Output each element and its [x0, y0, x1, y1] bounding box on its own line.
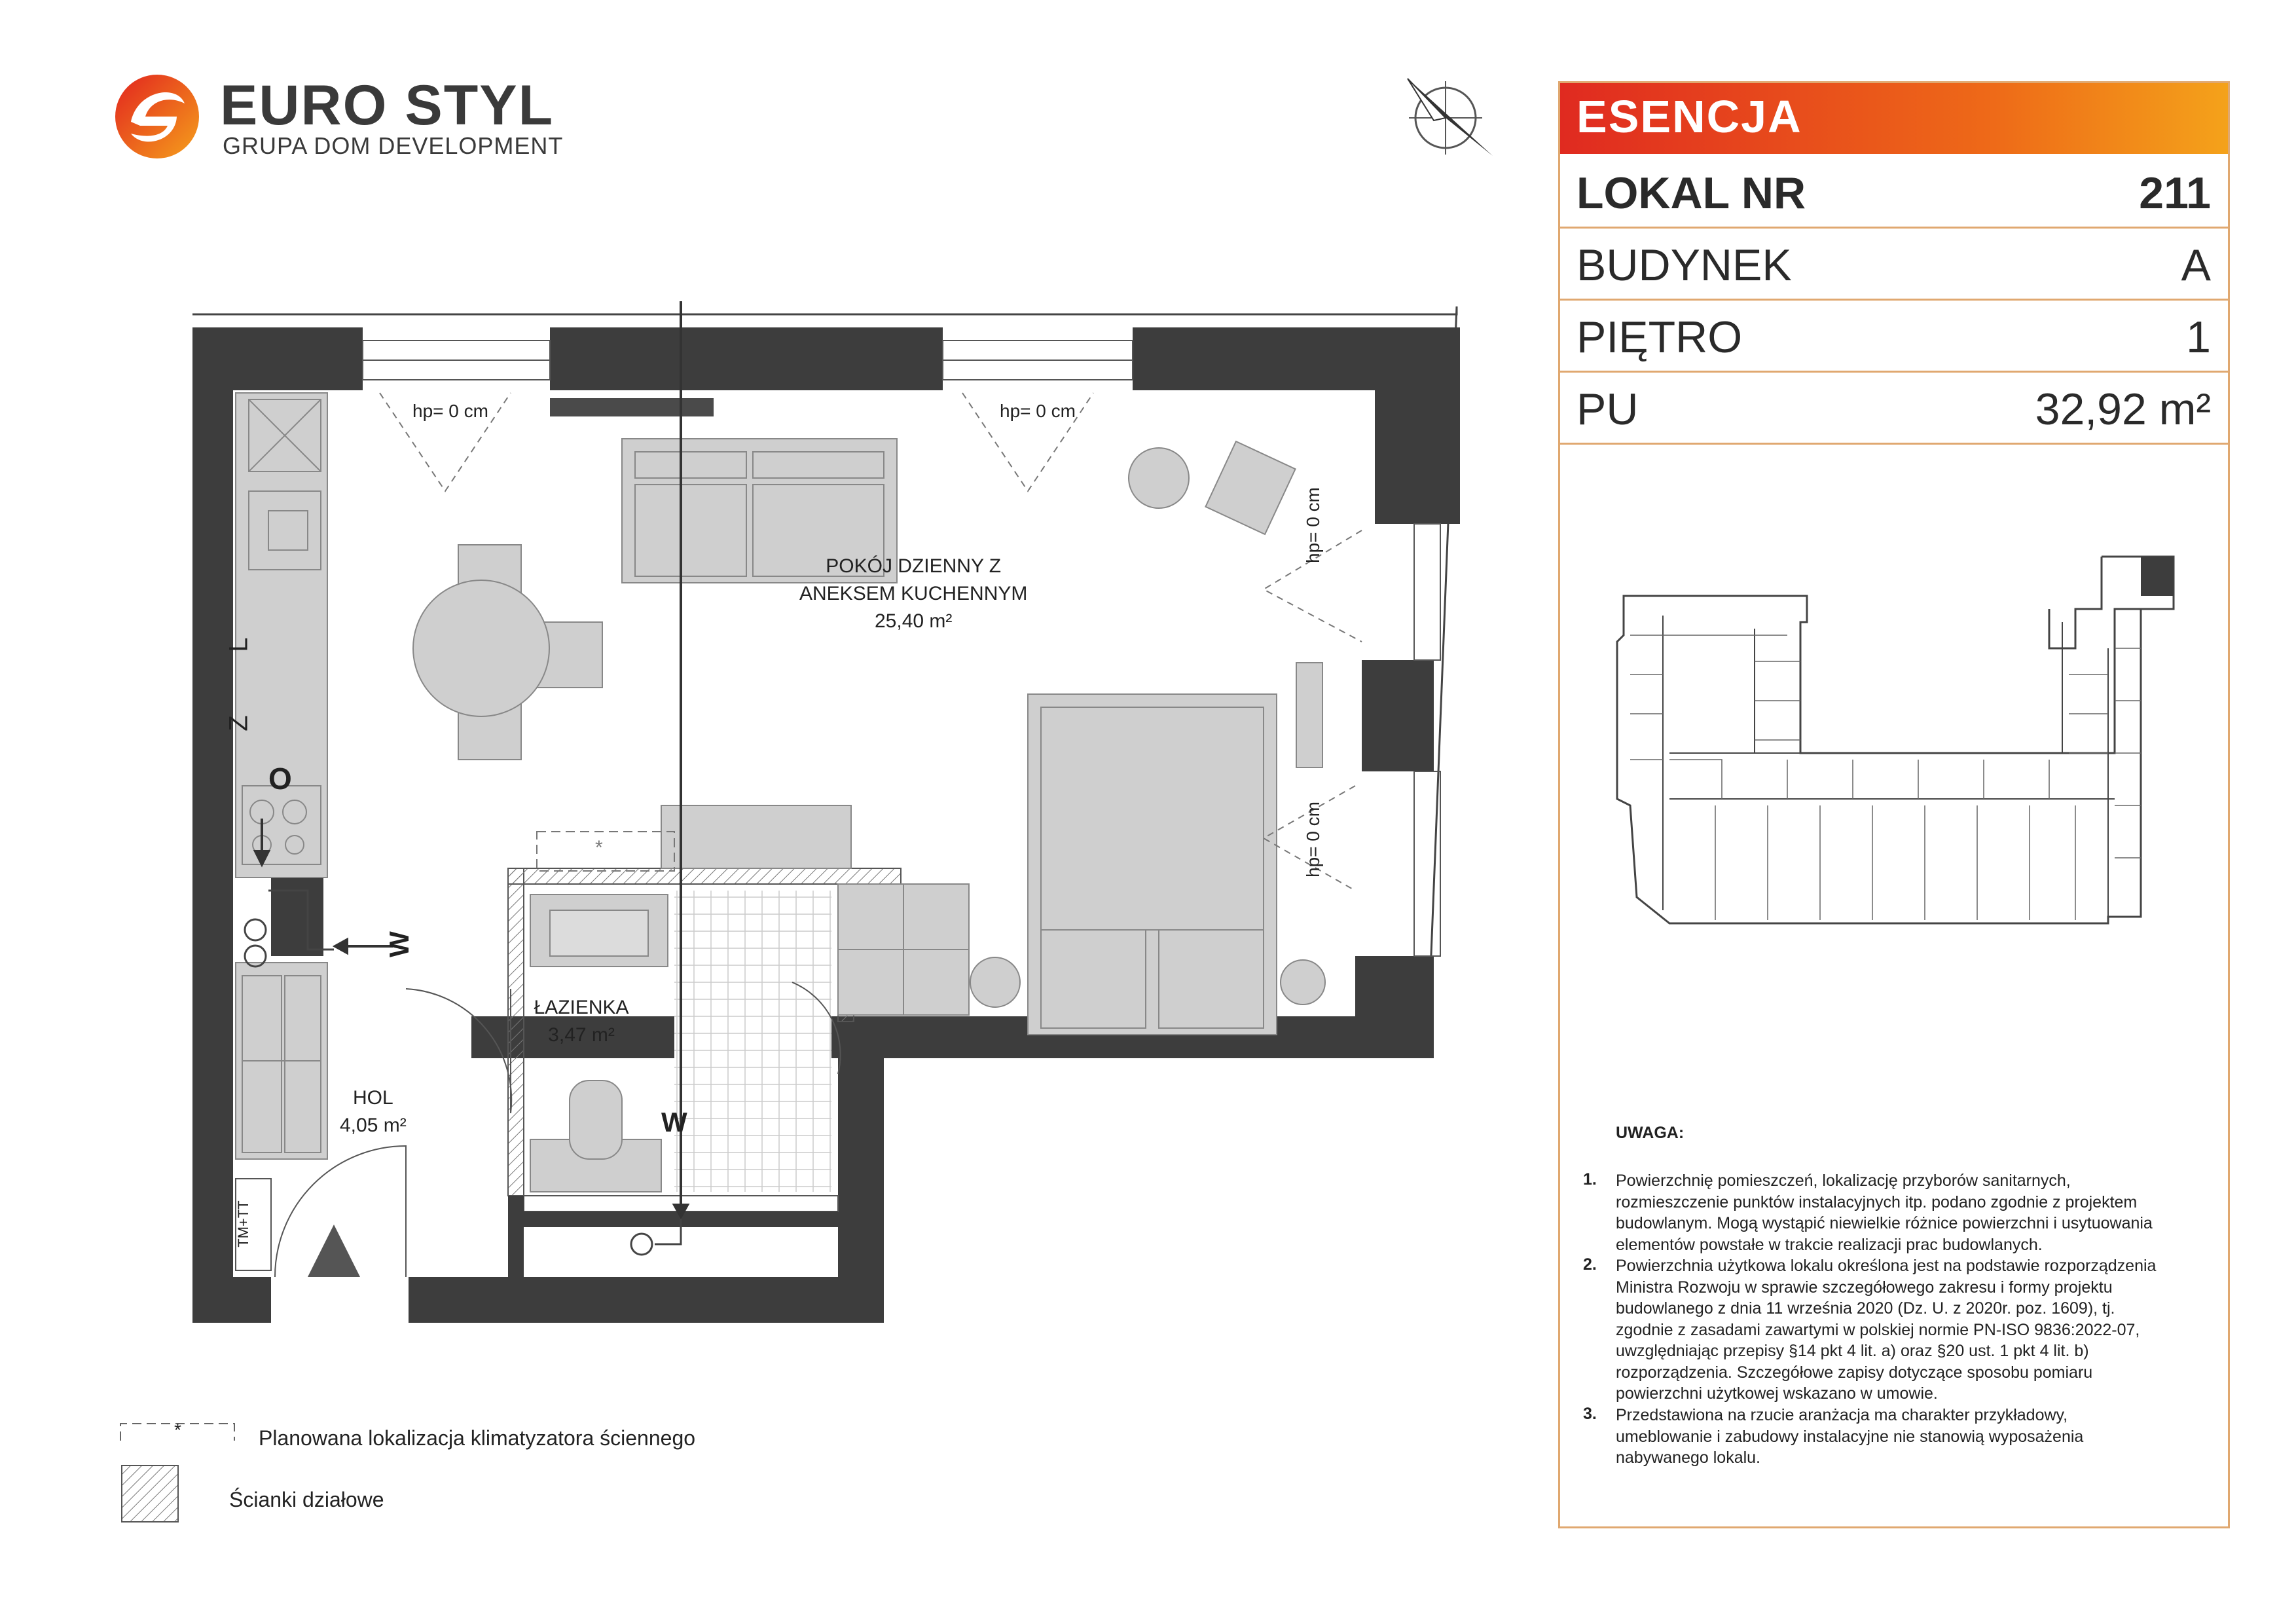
row-divider — [1560, 371, 2228, 373]
tm-tt-label: TM+TT — [234, 1200, 251, 1247]
note-number: 1. — [1583, 1170, 1597, 1189]
building-key-plan — [1591, 544, 2193, 936]
row-divider — [1560, 443, 2228, 445]
meter-letter: W — [383, 931, 414, 957]
floor-value: 1 — [2186, 312, 2211, 362]
kitchen-letter: L — [224, 637, 253, 652]
note-number: 3. — [1583, 1405, 1597, 1423]
area-value: 32,92 m² — [2035, 384, 2211, 434]
area-label: PU — [1576, 384, 1639, 434]
room-hall-name: HOL 4,05 m² — [340, 1087, 407, 1136]
ac-legend-symbol: * — [174, 1420, 181, 1440]
hp-label: hp= 0 cm — [412, 401, 488, 421]
ac-mark: * — [595, 837, 603, 858]
brand-name: EURO STYL — [220, 74, 555, 137]
note-text: Powierzchnia użytkowa lokalu określona jest na podstawie rozporządzenia Ministra Rozwoju w sprawie szczegółowego zakresu i formy projektu budowlanego z dnia 11 września 2020 (Dz. U. z 2020r. poz. 1609), tj. zgodnie z zasadami zawartymi w polskiej normie PN-ISO 9836:2022-07, uwzględniając przepisy §14 pkt 4 lit. a) oraz §20 ust. 1 pkt 4 lit. b) rozporządzenia. Szczegółowe zapisy dotyczące sposobu pomiaru powierzchni użytkowej wskazano w umowie. — [1616, 1257, 2157, 1403]
row-divider — [1560, 299, 2228, 301]
hp-label: hp= 0 cm — [1303, 487, 1323, 563]
hp-label: hp= 0 cm — [1303, 802, 1323, 877]
floor-plan — [183, 301, 1467, 1323]
notes-title: UWAGA: — [1616, 1124, 1685, 1142]
compass-north-icon — [1394, 72, 1499, 164]
note-number: 2. — [1583, 1255, 1597, 1274]
room-living-name: POKÓJ DZIENNY Z ANEKSEM KUCHENNYM 25,40 m² — [799, 555, 1028, 632]
floor-label: PIĘTRO — [1576, 312, 1743, 362]
building-label: BUDYNEK — [1576, 240, 1792, 290]
estate-name: ESENCJA — [1576, 91, 1802, 142]
building-value: A — [2181, 240, 2211, 290]
note-text: Przedstawiona na rzucie aranżacja ma charakter przykładowy, umeblowanie i zabudowy instalacyjne nie stanowią wyposażenia nabywanego lokalu. — [1616, 1406, 2084, 1467]
ac-legend-text: Planowana lokalizacja klimatyzatora ściennego — [259, 1426, 696, 1450]
row-divider — [1560, 227, 2228, 229]
partition-legend-icon — [120, 1464, 179, 1523]
meter-letter: W — [661, 1107, 687, 1137]
eurostyl-logo-icon — [111, 71, 203, 162]
room-bathroom-name: ŁAZIENKA 3,47 m² — [534, 997, 629, 1046]
partition-legend-text: Ścianki działowe — [229, 1488, 384, 1511]
brand-subtitle: GRUPA DOM DEVELOPMENT — [223, 132, 564, 159]
unit-number-value: 211 — [2139, 168, 2211, 218]
kitchen-letter: O — [268, 762, 292, 796]
hp-label: hp= 0 cm — [1000, 401, 1076, 421]
note-text: Powierzchnię pomieszczeń, lokalizację przyborów sanitarnych, rozmieszczenie punktów instalacyjnych itp. podano zgodnie z projektem budowlanym. Mogą wystąpić niewielkie różnice powierzchni i usytuowania elementów powstałe w trakcie realizacji prac budowlanych. — [1616, 1172, 2153, 1254]
unit-number-label: LOKAL NR — [1576, 168, 1806, 218]
kitchen-letter: Z — [224, 715, 253, 731]
